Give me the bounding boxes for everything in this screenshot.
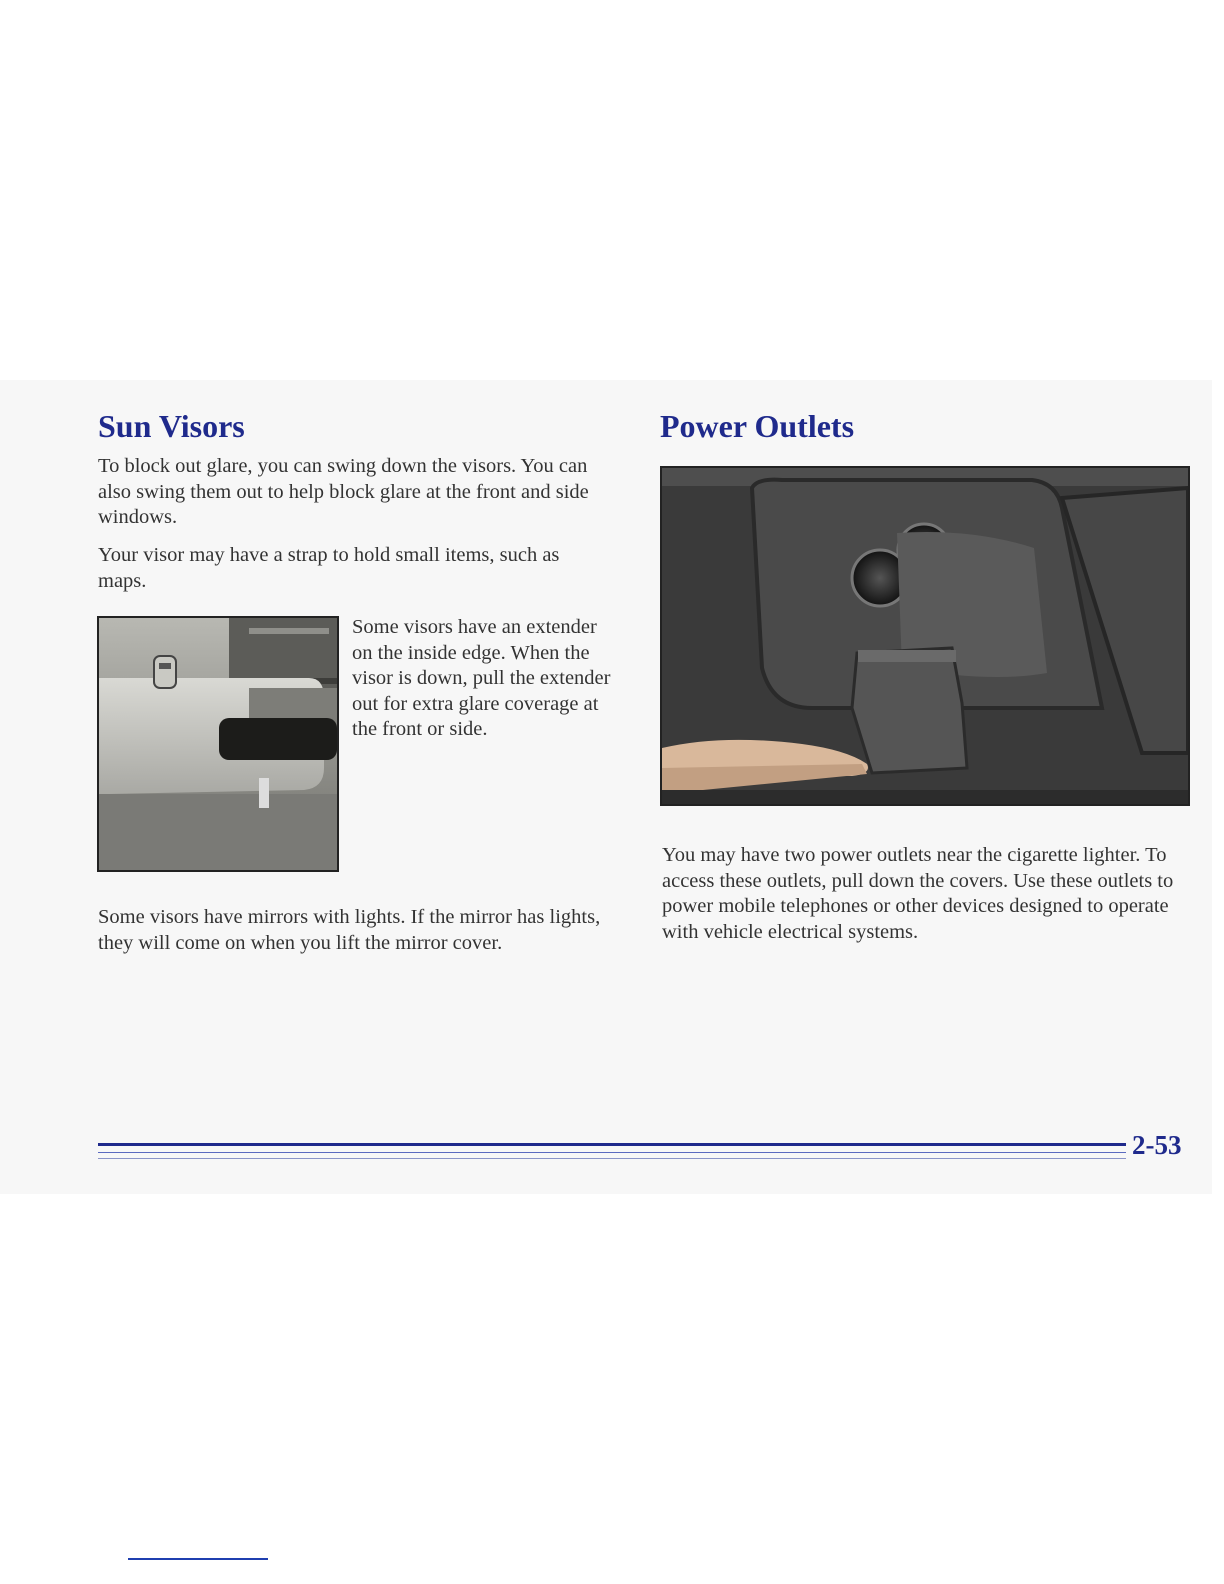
power-outlets-paragraph: You may have two power outlets near the cigarette lighter. To access these outlets, pull down the covers. Use these outlets to power mobile telephones or other devices designed to operate with vehicle electrical systems. xyxy=(662,844,1174,943)
sun-visors-paragraph-1: To block out glare, you can swing down the visors. You can also swing them out to help block glare at the front and side windows. xyxy=(98,455,589,528)
bottom-rule-fragment xyxy=(128,1558,268,1560)
power-outlet-illustration xyxy=(662,468,1188,804)
power-outlets-title: Power Outlets xyxy=(660,408,855,444)
sun-visors-paragraph-2: Your visor may have a strap to hold small items, such as maps. xyxy=(98,544,560,592)
sun-visor-photo xyxy=(97,616,339,872)
sun-visors-title: Sun Visors xyxy=(98,408,245,444)
footer-rule-thin-1 xyxy=(98,1152,1126,1153)
footer-rule-thin-2 xyxy=(98,1158,1126,1159)
power-outlet-photo xyxy=(660,466,1190,806)
sun-visor-illustration xyxy=(99,618,337,870)
visor-extender-text: Some visors have an extender on the inside edge. When the visor is down, pull the extender out for extra glare coverage at the front or side. xyxy=(352,616,611,740)
footer-rule-thick xyxy=(98,1143,1126,1146)
visor-mirror-paragraph: Some visors have mirrors with lights. If the mirror has lights, they will come on when you lift the mirror cover. xyxy=(98,906,601,954)
page-number: 2-53 xyxy=(1132,1130,1182,1160)
